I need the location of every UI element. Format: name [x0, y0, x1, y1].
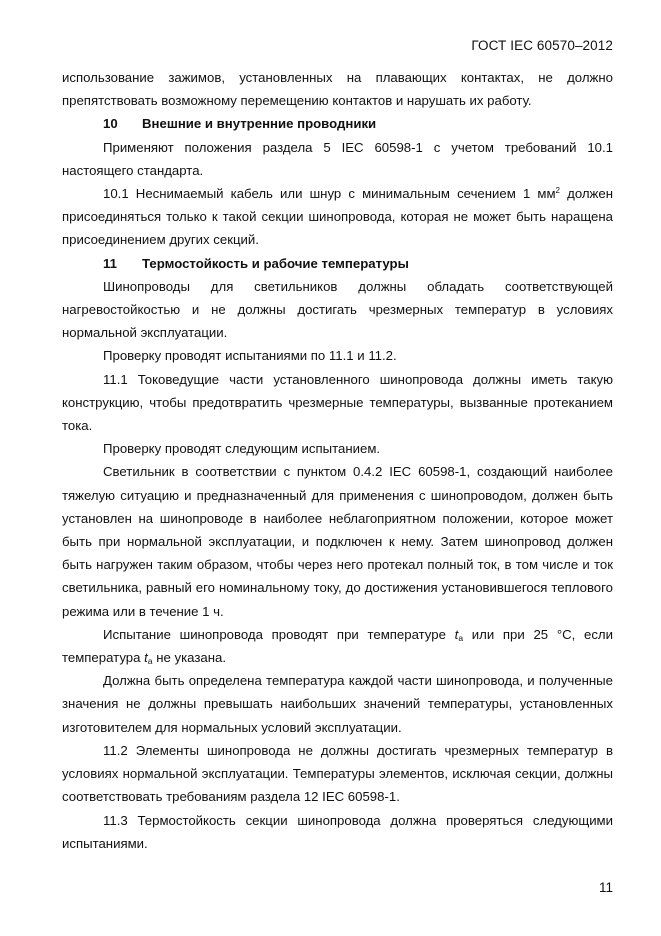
paragraph: 11.3 Термостойкость секции шинопровода должна проверяться следующими испытаниями.	[62, 812, 613, 851]
document-code-header: ГОСТ IEC 60570–2012	[471, 38, 613, 53]
variable-t: t	[454, 626, 459, 642]
section-10-heading	[62, 112, 613, 135]
paragraph: Шинопроводы для светильников должны обладать соответствующей нагревостойкостью и не должны достигать чрезмерных температур в условиях нормальной эксплуатации.	[62, 278, 613, 341]
paragraph: 11.2 Элементы шинопровода не должны достигать чрезмерных температур в условиях нормальной эксплуатации. Температуры элементов, исключая секции, должны соответствовать требованиям раздела 12 IEC 60598-1.	[62, 742, 613, 805]
page-number: 11	[598, 880, 613, 895]
text-run: Испытание шинопровода проводят при температуре	[103, 626, 455, 642]
section-11-heading	[62, 252, 613, 275]
section-number: 11	[103, 255, 117, 271]
paragraph: Должна быть определена температура каждой части шинопровода, и полученные значения не должны превышать наибольших значений температуры, установленных изготовителем для нормальных условий эксплуатации.	[62, 673, 613, 735]
superscript: 2	[555, 186, 560, 196]
section-number: 10	[103, 116, 118, 132]
page-content	[62, 66, 613, 855]
text-run: или при 25 °С, если температура	[62, 626, 613, 666]
section-title: Термостойкость и рабочие температуры	[142, 255, 409, 271]
paragraph: Применяют положения раздела 5 IEC 60598-1 с учетом требований 10.1 настоящего стандарта.	[62, 139, 613, 178]
paragraph	[62, 623, 613, 669]
paragraph: 11.1 Токоведущие части установленного шинопровода должны иметь такую конструкцию, чтобы предотвратить чрезмерные температуры, вызванные протеканием тока.	[62, 371, 613, 434]
section-title: Внешние и внутренние проводники	[142, 116, 377, 132]
paragraph	[62, 182, 613, 252]
subscript: a	[147, 656, 153, 667]
text-run: должен присоединяться только к такой секции шинопровода, которая не может быть наращена присоединением других секций.	[62, 186, 613, 248]
paragraph: Светильник в соответствии с пунктом 0.4.2 IEC 60598-1, создающий наиболее тяжелую ситуацию и предназначенный для применения с шинопроводом, должен быть установлен на шинопроводе в наиболее неблагоприятном положении, которое может быть при нормальной эксплуатации, и подключен к нему. Затем шинопровод должен быть нагружен таким образом, чтобы через него протекал полный ток, в том числе и ток светильника, равный его номинальному току, до достижения установившегося теплового режима или в течение 1 ч.	[62, 464, 613, 619]
text-run: 10.1 Неснимаемый кабель или шнур с минимальным сечением 1 мм	[103, 186, 556, 202]
paragraph-continuation: использование зажимов, установленных на плавающих контактах, не должно препятствовать возможному перемещению контактов и нарушать их работу.	[62, 70, 613, 109]
subscript: a	[458, 632, 464, 643]
variable-t: t	[144, 650, 148, 666]
paragraph: Проверку проводят следующим испытанием.	[103, 441, 381, 457]
paragraph: Проверку проводят испытаниями по 11.1 и 11.2.	[103, 348, 397, 364]
text-run: не указана.	[152, 650, 226, 666]
